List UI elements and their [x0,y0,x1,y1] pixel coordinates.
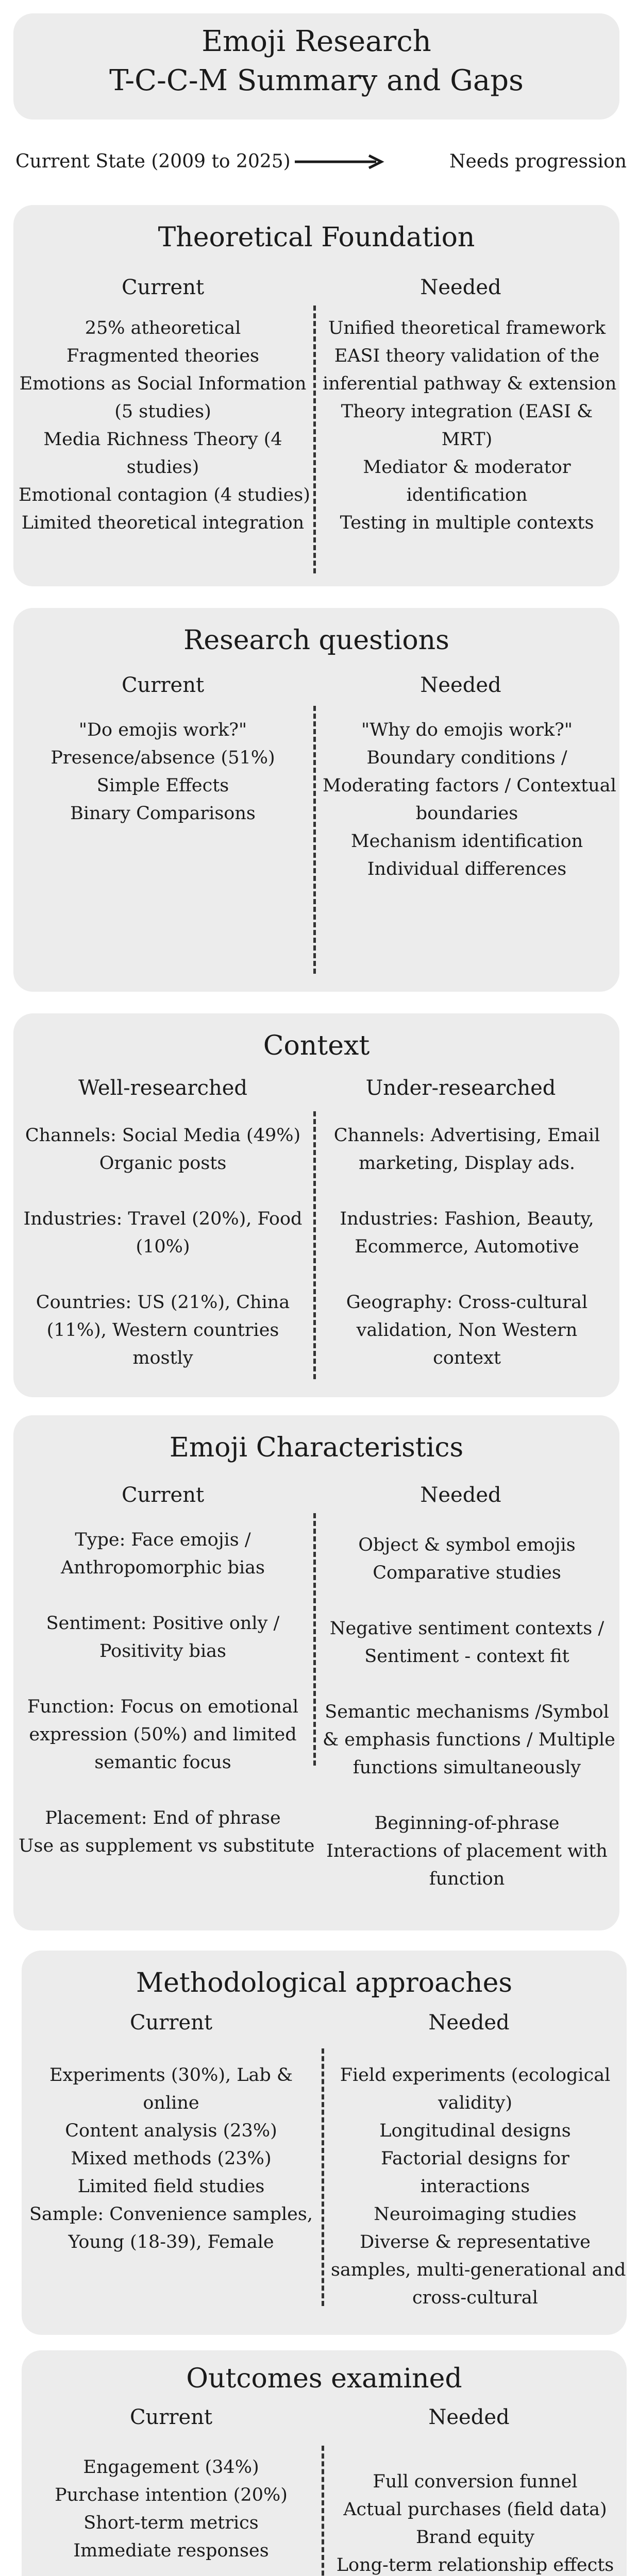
list-item: Emotional contagion (4 studies) [19,485,310,505]
list-item: Semantic mechanisms /Symbol [325,1702,609,1722]
list-item: Negative sentiment contexts / [329,1618,605,1639]
list-item: Channels: Advertising, Email [333,1125,600,1146]
list-item: Binary Comparisons [70,803,256,824]
left-column [19,314,310,537]
list-item: semantic focus [94,1752,231,1773]
list-item: marketing, Display ads. [358,1153,576,1174]
right-column-heading: Needed [428,2011,510,2035]
list-item: MRT) [441,429,493,450]
list-item: Geography: Cross-cultural [346,1292,588,1313]
list-item: online [143,2093,199,2113]
section-title: Emoji Characteristics [169,1432,464,1463]
list-item: Interactions of placement with [326,1841,608,1861]
spacer [19,1776,307,1804]
list-item: Fragmented theories [66,346,260,366]
list-item: Brand equity [415,2527,535,2548]
right-column-heading: Needed [420,276,501,299]
list-item: mostly [132,1348,193,1368]
list-item: Organic posts [99,1153,227,1174]
section-outcomes-examined [22,2350,627,2576]
left-column [19,716,307,827]
list-item: Channels: Social Media (49%) [25,1125,301,1146]
list-item: Countries: US (21%), China [36,1292,290,1313]
dashed-divider [313,1111,316,1379]
list-item: Mixed methods (23%) [71,2148,272,2169]
spacer [323,1177,611,1205]
right-column [331,2468,619,2576]
list-item: Comparative studies [373,1563,561,1583]
list-item: & emphasis functions / Multiple [323,1730,615,1750]
list-item: Anthropomorphic bias [61,1557,265,1578]
list-item: Sentiment - context fit [364,1646,569,1667]
list-item: Neuroimaging studies [374,2204,577,2225]
list-item: identification [406,485,528,505]
list-item: Use as supplement vs substitute [19,1836,315,1856]
current-state-label: Current State (2009 to 2025) [15,151,291,172]
list-item: Testing in multiple contexts [340,513,594,533]
dashed-divider [313,706,316,974]
section-context [13,1013,619,1397]
list-item: Limited theoretical integration [21,513,305,533]
list-item: Limited field studies [77,2176,265,2197]
list-item: 25% atheoretical [85,318,241,338]
list-item: Object & symbol emojis [358,1535,576,1555]
list-item: Presence/absence (51%) [51,748,275,768]
spacer [323,1587,611,1615]
section-emoji-characteristics [13,1415,619,1930]
spacer [19,1582,307,1609]
spacer [323,1261,611,1289]
list-item: Individual differences [367,859,567,879]
right-column-heading: Under-researched [365,1076,556,1100]
left-column-heading: Current [129,2405,213,2429]
list-item: Experiments (30%), Lab & [49,2065,293,2086]
list-item: Beginning-of-phrase [374,1813,560,1834]
list-item: Unified theoretical framework [328,318,606,338]
list-item: inferential pathway & extension [323,374,617,394]
list-item: Actual purchases (field data) [343,2499,607,2520]
right-column [323,716,616,883]
list-item: Simple Effects [96,775,229,796]
list-item: (5 studies) [114,401,211,422]
section-title: Research questions [183,625,449,656]
list-item: Media Richness Theory (4 [43,429,282,450]
right-column-heading: Needed [420,673,501,697]
list-item: context [433,1348,501,1368]
list-item: Mechanism identification [350,831,583,852]
list-item: expression (50%) and limited [29,1724,297,1745]
list-item: function [429,1869,505,1889]
right-column-heading: Needed [428,2405,510,2429]
list-item: Factorial designs for [381,2148,569,2169]
list-item: Moderating factors / Contextual [323,775,616,796]
list-item: Mediator & moderator [363,457,571,478]
list-item: cross-cultural [412,2287,538,2308]
list-item: Placement: End of phrase [45,1808,281,1828]
section-theoretical-foundation [13,205,619,586]
left-column-heading: Current [121,1483,205,1507]
right-column-heading: Needed [420,1483,501,1507]
list-item: Sample: Convenience samples, [29,2204,313,2225]
list-item: (10%) [136,1236,190,1257]
title-box [13,13,619,120]
diagram-title: Emoji Research [202,25,431,58]
list-item: samples, multi-generational and [331,2260,626,2280]
section-title: Outcomes examined [186,2363,462,2394]
list-item: Young (18-39), Female [68,2232,274,2252]
list-item: EASI theory validation of the [334,346,600,366]
list-item: functions simultaneously [352,1757,581,1778]
list-item: boundaries [415,803,518,824]
list-item: Content analysis (23%) [65,2121,277,2141]
right-column [331,2061,626,2312]
list-item: Longitudinal designs [379,2121,571,2141]
needs-progression-label: Needs progression [449,151,627,172]
spacer [27,2565,315,2576]
list-item: Theory integration (EASI & [341,401,593,422]
arrow-right-icon [294,150,387,173]
list-item: studies) [126,457,199,478]
list-item: interactions [420,2176,530,2197]
list-item: Engagement (34%) [83,2457,259,2478]
list-item: Diverse & representative [360,2232,591,2252]
section-title: Context [263,1030,370,1061]
left-column [27,2061,315,2256]
left-column-heading: Current [121,673,205,697]
left-column-heading: Well-researched [78,1076,248,1100]
section-methodological-approaches [22,1951,627,2335]
left-column-heading: Current [121,276,205,299]
spacer [323,1782,611,1809]
section-research-questions [13,608,619,992]
right-column [323,1122,611,1372]
dashed-divider [313,306,316,573]
list-item: Industries: Fashion, Beauty, [340,1209,594,1229]
left-column [19,1122,307,1372]
left-column [27,2453,315,2576]
list-item: Purchase intention (20%) [55,2485,288,2505]
list-item: Sentiment: Positive only / [46,1613,280,1634]
dashed-divider [322,2446,324,2576]
list-item: Full conversion funnel [373,2471,578,2492]
list-item: "Do emojis work?" [78,720,247,740]
list-item: (11%), Western countries [46,1320,279,1341]
list-item: Long-term relationship effects [336,2555,614,2575]
list-item: Type: Face emojis / [75,1530,251,1550]
list-item: validity) [438,2093,513,2113]
list-item: Emotions as Social Information [19,374,307,394]
spacer [19,1261,307,1289]
dashed-divider [322,2048,324,2306]
left-column-heading: Current [129,2011,213,2035]
list-item: Short-term metrics [83,2513,259,2533]
left-column [19,1526,315,1860]
diagram-subtitle: T-C-C-M Summary and Gaps [109,64,524,97]
dashed-divider [313,1513,316,1766]
list-item: Field experiments (ecological [340,2065,611,2086]
spacer [19,1665,307,1693]
right-column [323,314,617,537]
section-title: Theoretical Foundation [158,222,475,253]
list-item: Industries: Travel (20%), Food [23,1209,303,1229]
list-item: Function: Focus on emotional [27,1697,299,1717]
spacer [323,1670,611,1698]
section-title: Methodological approaches [136,1968,513,1998]
list-item: Immediate responses [73,2540,269,2561]
list-item: Positivity bias [99,1641,226,1662]
spacer [19,1177,307,1205]
list-item: validation, Non Western [356,1320,578,1341]
list-item: Boundary conditions / [366,748,567,768]
list-item: Ecommerce, Automotive [355,1236,579,1257]
right-column [323,1531,615,1893]
list-item: "Why do emojis work?" [361,720,573,740]
